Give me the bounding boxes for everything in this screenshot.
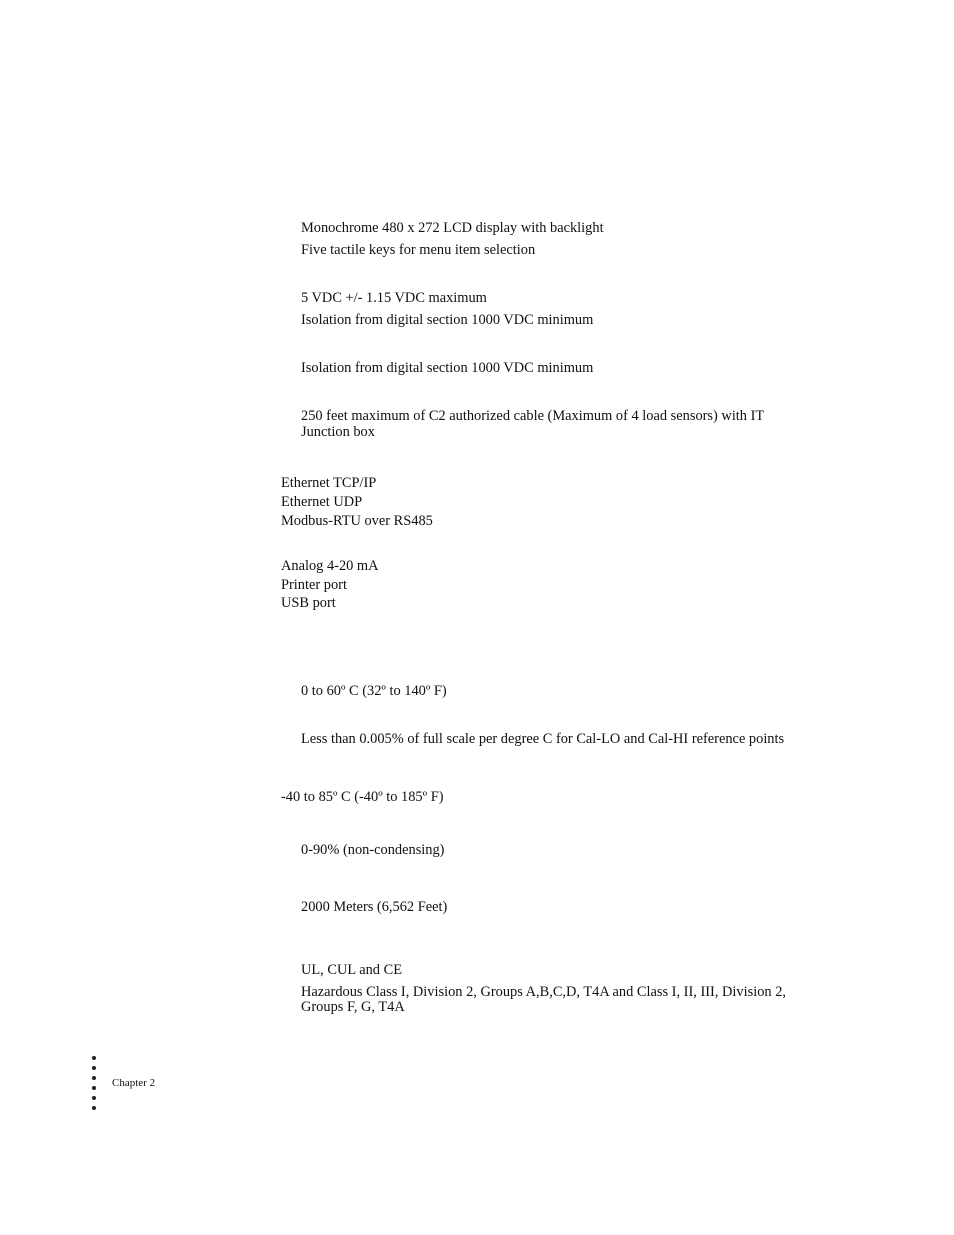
footer-chapter-label: Chapter 2 <box>112 1077 156 1089</box>
excitation-spec-line-1: 5 VDC +/- 1.15 VDC maximum <box>301 290 487 306</box>
options-item-3: USB port <box>281 595 336 611</box>
footer-dot <box>92 1096 96 1100</box>
footer-dot <box>92 1066 96 1070</box>
footer-dot <box>92 1106 96 1110</box>
display-spec-line-1: Monochrome 480 x 272 LCD display with backlight <box>301 220 604 236</box>
footer-dot <box>92 1086 96 1090</box>
communications-item-1: Ethernet TCP/IP <box>281 475 377 491</box>
excitation-spec-line-2: Isolation from digital section 1000 VDC minimum <box>301 312 594 328</box>
humidity-spec: 0-90% (non-condensing) <box>301 842 445 858</box>
communications-item-3: Modbus-RTU over RS485 <box>281 513 433 529</box>
approvals-line-1: UL, CUL and CE <box>301 962 402 978</box>
cable-spec-line-2: Junction box <box>301 424 375 440</box>
altitude-spec: 2000 Meters (6,562 Feet) <box>301 899 448 915</box>
approvals-line-3: Groups F, G, T4A <box>301 999 405 1015</box>
options-item-1: Analog 4-20 mA <box>281 558 379 574</box>
isolation-spec-line: Isolation from digital section 1000 VDC minimum <box>301 360 594 376</box>
approvals-line-2: Hazardous Class I, Division 2, Groups A,B,C,D, T4A and Class I, II, III, Division 2, <box>301 984 786 1000</box>
display-spec-line-2: Five tactile keys for menu item selection <box>301 242 536 258</box>
footer-dot <box>92 1056 96 1060</box>
temperature-coefficient-spec: Less than 0.005% of full scale per degree C for Cal-LO and Cal-HI reference points <box>301 731 785 747</box>
storage-temperature-spec: -40 to 85º C (-40º to 185º F) <box>281 789 444 805</box>
footer-dot-column <box>92 1056 98 1112</box>
cable-spec-line-1: 250 feet maximum of C2 authorized cable (Maximum of 4 load sensors) with IT <box>301 408 765 424</box>
options-item-2: Printer port <box>281 577 347 593</box>
communications-item-2: Ethernet UDP <box>281 494 363 510</box>
footer-dot <box>92 1076 96 1080</box>
operating-temperature-spec: 0 to 60º C (32º to 140º F) <box>301 683 447 699</box>
